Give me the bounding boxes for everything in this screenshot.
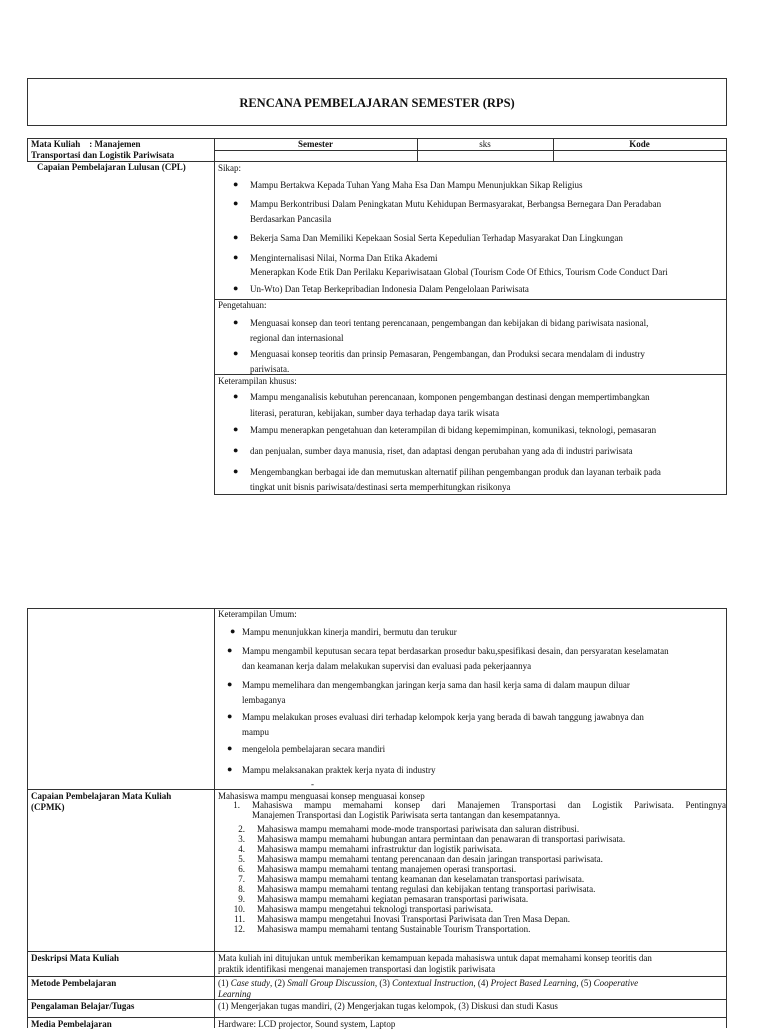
cpl-label: Capaian Pembelajaran Lulusan (CPL): [37, 162, 186, 172]
cpmk-label-line2: (CPMK): [31, 802, 65, 812]
metode-label: Metode Pembelajaran: [31, 978, 117, 988]
pengalaman-value: (1) Mengerjakan tugas mandiri, (2) Mengerjakan tugas kelompok, (3) Diskusi dan studi Kasus: [218, 1001, 558, 1011]
deskripsi-line2: praktik identifikasi mengenai manajemen transportasi dan logistik pariwisata: [218, 964, 496, 974]
umum-heading: Keterampilan Umum:: [218, 609, 297, 619]
sikap-heading: Sikap:: [218, 163, 242, 173]
page-title: RENCANA PEMBELAJARAN SEMESTER (RPS): [239, 96, 515, 110]
khusus-heading: Keterampilan khusus:: [218, 376, 297, 386]
deskripsi-label: Deskripsi Mata Kuliah: [31, 953, 120, 963]
cpmk-label-line1: Capaian Pembelajaran Mata Kuliah: [31, 791, 172, 801]
cpmk-intro: Mahasiswa mampu menguasai konsep menguasai konsep: [218, 791, 425, 801]
media-label: Media Pembelajaran: [31, 1019, 112, 1029]
mata-kuliah-value: Transportasi dan Logistik Pariwisata: [31, 150, 175, 160]
deskripsi-line1: Mata kuliah ini ditujukan untuk memberikan kemampuan kepada mahasiswa untuk dapat memahami konsep teoritis dan: [218, 953, 652, 963]
mata-kuliah-label: [31, 139, 141, 150]
cpmk-label: [31, 791, 171, 813]
kode-header: Kode: [629, 139, 650, 149]
deskripsi-value: [218, 953, 726, 975]
sks-header: sks: [479, 139, 491, 149]
mk-label: Mata Kuliah: [31, 139, 81, 149]
pengetahuan-heading: Pengetahuan:: [218, 300, 267, 310]
pengalaman-label: Pengalaman Belajar/Tugas: [31, 1001, 135, 1011]
list-item: -: [311, 779, 314, 789]
media-value: Hardware: LCD projector, Sound system, Laptop: [218, 1019, 396, 1029]
mk-value: : Manajemen: [89, 139, 141, 149]
semester-header: Semester: [298, 139, 333, 149]
title-box: [27, 78, 727, 126]
metode-value: (1) Case study, (2) Small Group Discussion, (3) Contextual Instruction, (4) Project Based Learning, (5) Cooperative Learning: [218, 978, 639, 999]
